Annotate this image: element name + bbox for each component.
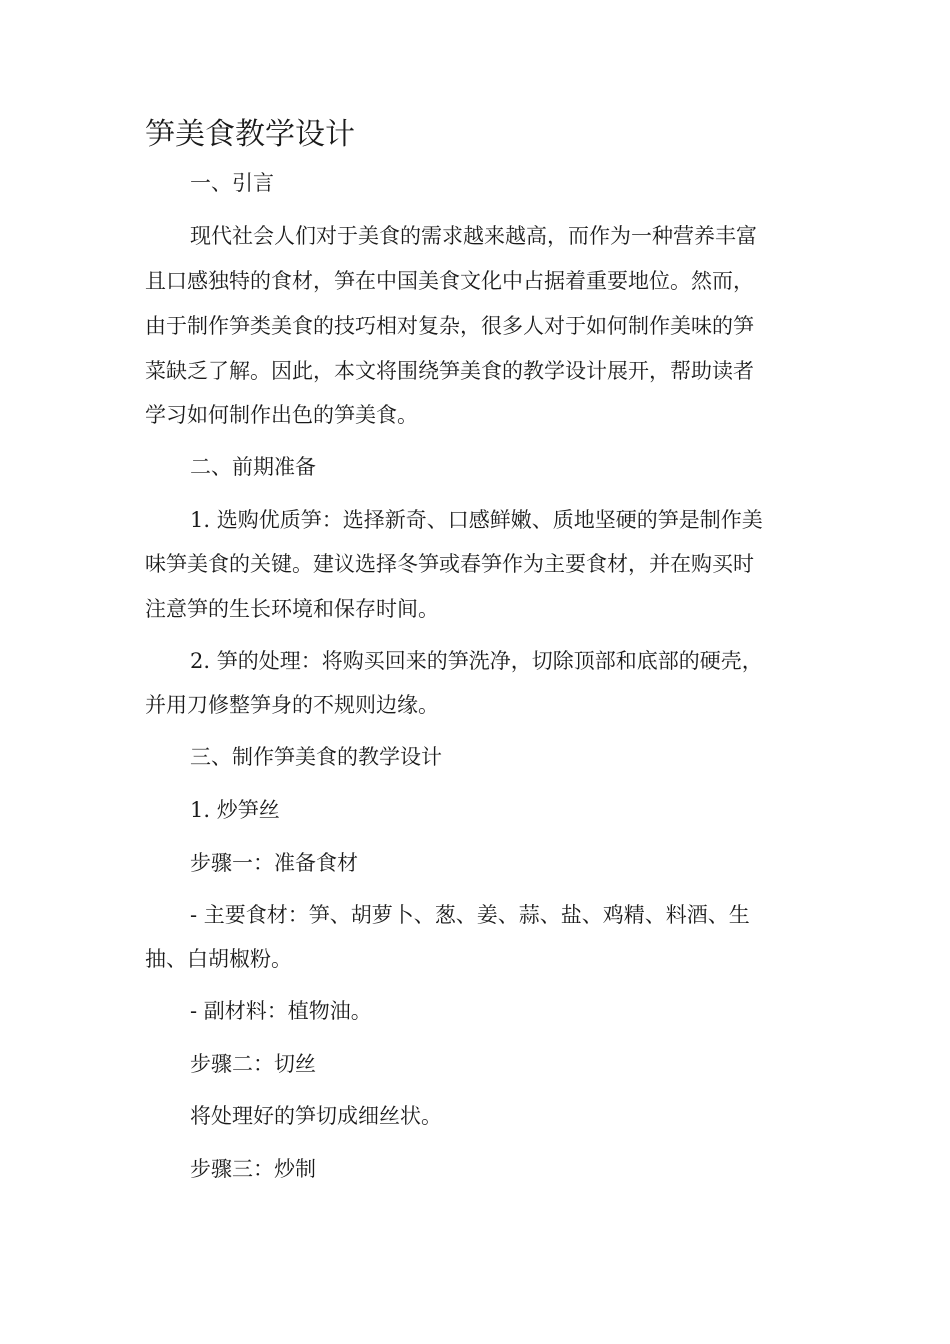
section-heading-intro: 一、引言 <box>190 171 274 195</box>
paragraph-line: 将处理好的笋切成细丝状。 <box>190 1104 442 1128</box>
section-heading-preparation: 二、前期准备 <box>190 455 316 479</box>
paragraph-line: 注意笋的生长环境和保存时间。 <box>145 597 439 621</box>
document-title: 笋美食教学设计 <box>145 117 355 152</box>
paragraph-line: 味笋美食的关键。建议选择冬笋或春笋作为主要食材，并在购买时 <box>145 552 754 576</box>
section-heading-design: 三、制作笋美食的教学设计 <box>190 745 442 769</box>
step-heading: 步骤一：准备食材 <box>190 851 358 875</box>
paragraph-line: 1. 选购优质笋：选择新奇、口感鲜嫩、质地坚硬的笋是制作美 <box>190 508 763 532</box>
paragraph-line: 学习如何制作出色的笋美食。 <box>145 403 418 427</box>
list-item: - 主要食材：笋、胡萝卜、葱、姜、蒜、盐、鸡精、料酒、生 <box>190 903 750 927</box>
paragraph-line: 现代社会人们对于美食的需求越来越高，而作为一种营养丰富 <box>190 224 757 248</box>
paragraph-line: 由于制作笋类美食的技巧相对复杂，很多人对于如何制作美味的笋 <box>145 314 754 338</box>
list-item-continuation: 抽、白胡椒粉。 <box>145 947 292 971</box>
paragraph-line: 且口感独特的食材，笋在中国美食文化中占据着重要地位。然而， <box>145 269 754 293</box>
paragraph-line: 2. 笋的处理：将购买回来的笋洗净，切除顶部和底部的硬壳， <box>190 649 763 673</box>
list-item: - 副材料：植物油。 <box>190 999 372 1023</box>
step-heading: 步骤二：切丝 <box>190 1052 316 1076</box>
subsection-heading: 1. 炒笋丝 <box>190 798 280 822</box>
step-heading: 步骤三：炒制 <box>190 1157 316 1181</box>
paragraph-line: 菜缺乏了解。因此，本文将围绕笋美食的教学设计展开，帮助读者 <box>145 359 754 383</box>
paragraph-line: 并用刀修整笋身的不规则边缘。 <box>145 693 439 717</box>
